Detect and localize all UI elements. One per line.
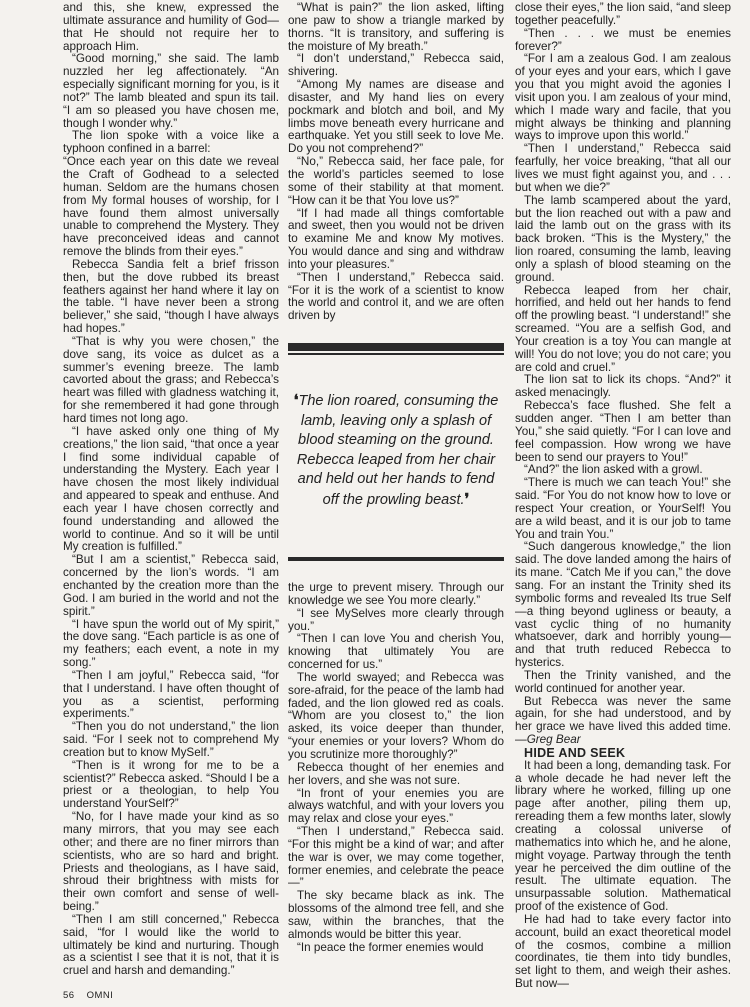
paragraph: He had had to take every factor into account, build an exact theoretical model of the cosmos, combine a million coordinates, tie them into tidy bundles, set light to them, and weigh their ashes. But now— xyxy=(515,912,731,991)
paragraph: “I don’t understand,” Rebecca said, shivering. xyxy=(288,52,504,79)
paragraph: “Then I understand,” Rebecca said fearfully, her voice breaking, “that all our lives we must fight against you, and . . . but when we die?” xyxy=(515,142,731,194)
page-number: 56 xyxy=(63,990,75,1001)
paragraph: “I have spun the world out of My spirit,” the dove sang. “Each particle is as one of my feathers; each event, a note in my song.” xyxy=(63,617,279,670)
paragraph: Rebecca’s face flushed. She felt a sudden anger. “Then I am better than You,” she said quietly. “For I can love and feel compassion. How wrong we have been to send our prayers to You!” xyxy=(515,399,731,464)
paragraph: “Then I am joyful,” Rebecca said, “for that I understand. I have often thought of you as a scientist, performing experiments.” xyxy=(63,668,279,721)
paragraph: “Good morning,” she said. The lamb nuzzled her leg affectionately. “An especially significant morning for you, is it not?” The lamb bleated and spun its tail. “I am so pleased you have chosen me, though I wonder why.” xyxy=(63,52,279,130)
pull-quote-text: The lion roared, consuming the lamb, leaving only a splash of blood steaming on the ground. Rebecca leaped from her chair and held out her hands to fend off the prowling beast. xyxy=(296,393,499,508)
paragraph: “I have asked only one thing of My creations,” the lion said, “that once a year I find some individual capable of understanding the Mystery. Each year I have chosen the most likely individual and appeared to speak and enthuse. And each year I have chosen correctly and found understanding and allowed the world to continue. And so it will be until My creation is fulfilled.” xyxy=(63,424,279,554)
paragraph: “For I am a zealous God. I am zealous of your eyes and your ears, which I gave you that you might avoid the agonies I visit upon you. I am zealous of your mind, which I made wary and facile, that you might always be thinking and planning ways to improve upon this world.” xyxy=(515,52,731,143)
page-footer xyxy=(63,990,125,1001)
article-column-2-bottom xyxy=(288,582,504,954)
paragraph: “But I am a scientist,” Rebecca said, concerned by the lion’s words. “I am enchanted by the creation more than the God. I am buried in the world and not the spirit.” xyxy=(63,553,279,618)
paragraph: Rebecca leaped from her chair, horrified, and held out her hands to fend off the prowling beast. “I understand!” she screamed. “You are a selfish God, and Your creation is a toy You can mangle at will! You do not love; you do not care; you are cold and cruel.” xyxy=(515,283,731,374)
paragraph: “No,” Rebecca said, her face pale, for the world’s particles seemed to lose some of their stability at that moment. “How can it be that You love us?” xyxy=(288,155,504,207)
paragraph-text: But Rebecca was never the same again, for she had understood, and by her grace we have lived this added time.— xyxy=(515,694,731,747)
paragraph: Rebecca Sandia felt a brief frisson then, but the dove rubbed its breast feathers against her hand where it lay on the table. “I have never been a strong believer,” she said, “though I have always had hopes.” xyxy=(63,257,279,336)
paragraph: close their eyes,” the lion said, “and sleep together peacefully.” xyxy=(515,1,731,27)
open-quote-icon: ❛ xyxy=(293,392,299,409)
pull-quote xyxy=(288,391,504,511)
close-quote-icon: ❜ xyxy=(464,490,470,508)
paragraph xyxy=(515,696,731,747)
paragraph: “Once each year on this date we reveal the Craft of Godhead to a selected human. Seldom are the humans chosen from My formal houses of worship, for I have found them almost universally unable to comprehend the Mystery. They have preconceived ideas and cannot remove the blinds from their eyes.” xyxy=(63,155,279,259)
paragraph: “Then I understand,” Rebecca said. “For it is the work of a scientist to know the world and control it, and we are often driven by xyxy=(288,270,504,323)
rule-divider xyxy=(288,557,504,561)
paragraph: “Then . . . we must be enemies forever?” xyxy=(515,26,731,53)
paragraph: “Then is it wrong for me to be a scientist?” Rebecca asked. “Should I be a priest or a theologian, to help You understand YourSelf?” xyxy=(63,758,279,811)
paragraph: The lamb scampered about the yard, but the lion reached out with a paw and laid the lamb out on the grass with its back broken. “This is the Mystery,” the lion roared, consuming the lamb, leaving only a splash of blood steaming on the ground. xyxy=(515,193,731,284)
paragraph: The lion spoke with a voice like a typhoon confined in a barrel: xyxy=(63,129,279,156)
paragraph: and this, she knew, expressed the ultimate assurance and humility of God—that He should not require her to approach Him. xyxy=(63,1,279,53)
magazine-name: OMNI xyxy=(86,990,114,1001)
paragraph: “In front of your enemies you are always watchful, and with your lovers you may relax and close your eyes.” xyxy=(288,786,504,826)
author-credit: Greg Bear xyxy=(526,733,581,747)
paragraph: “No, for I have made your kind as so many mirrors, that you may see each other; and there are no finer mirrors than scientists, who are so hard and bright. Priests and theologians, as I have said, shroud their brightness with mists for their own comfort and sense of well-being.” xyxy=(63,810,279,914)
paragraph: “I see MySelves more clearly through you.” xyxy=(288,606,504,633)
paragraph: “Then I understand,” Rebecca said. “For this might be a kind of war; and after the war is over, we may come together, former enemies, and celebrate the peace—” xyxy=(288,825,504,890)
rule-divider xyxy=(288,343,504,351)
paragraph: “What is pain?” the lion asked, lifting one paw to show a triangle marked by thorns. “It is transitory, and suffering is the moisture of My breath.” xyxy=(288,1,504,53)
paragraph: “In peace the former enemies would xyxy=(297,940,484,954)
paragraph: The lion sat to lick its chops. “And?” it asked menacingly. xyxy=(515,373,731,400)
paragraph: “And?” the lion asked with a growl. xyxy=(524,463,703,477)
article-column-1 xyxy=(63,2,279,978)
paragraph: “Then I can love You and cherish You, knowing that ultimately You are concerned for us.” xyxy=(288,632,504,672)
paragraph: The world swayed; and Rebecca was sore-afraid, for the peace of the lamb had faded, and the lion glowed red as coals. “Whom are you closest to,” the lion asked, its voice deeper than thunder, “your enemies or your lovers? Whom do you scrutinize more thoroughly?” xyxy=(288,670,504,761)
article-column-3 xyxy=(515,2,731,991)
paragraph: “Such dangerous knowledge,” the lion said. The dove landed among the hairs of its mane. “Catch Me if you can,” the dove sang. For an instant the Trinity shed its symbolic forms and revealed Its true Self—a thing beyond ugliness or beauty, a vast cyclic thing of no humanity whatsoever, dark and horribly young—and that truth reduced Rebecca to hysterics. xyxy=(515,540,731,670)
section-heading: HIDE AND SEEK xyxy=(524,745,626,760)
paragraph: The sky became black as ink. The blossoms of the almond tree fell, and she saw, within the branches, that the almonds would be bitter this year. xyxy=(288,889,504,941)
paragraph: “There is much we can teach You!” she said. “For You do not know how to love or respect Your creation, or YourSelf! You are a wild beast, and it is our job to tame You and train You.” xyxy=(515,476,731,541)
paragraph: “Then you do not understand,” the lion said. “For I seek not to comprehend My creation but to know MySelf.” xyxy=(63,720,279,759)
pull-quote-box xyxy=(288,343,504,565)
paragraph: It had been a long, demanding task. For a whole decade he had never left the library where he worked, filling up one page after another, piling them up, rereading them a few months later, slowly creating a colossal universe of mathematics into which he, and he alone, might voyage. Partway through the tenth year he perceived the dim outline of the result. The ultimate equation. The unsurpassable solution. Mathematical proof of the existence of God. xyxy=(515,758,731,914)
paragraph: “That is why you were chosen,” the dove sang, its voice as dulcet as a summer’s evening breeze. The lamb cavorted about the grass; and Rebecca’s heart was filled with gladness watching it, for she remembered it had gone through hard times not long ago. xyxy=(63,334,279,425)
paragraph: “Among My names are disease and disaster, and My hand lies on every pockmark and blotch and boil, and My limbs move beneath every hurricane and earthquake. Yet you still seek to love Me. Do you not comprehend?” xyxy=(288,78,504,156)
rule-divider xyxy=(288,353,504,355)
paragraph: Rebecca thought of her enemies and her lovers, and she was not sure. xyxy=(288,760,504,787)
paragraph: the urge to prevent misery. Through our knowledge we see You more clearly.” xyxy=(288,581,504,607)
paragraph: “If I had made all things comfortable and sweet, then you would not be driven to examine Me and know My motives. You would dance and sing and withdraw into your pleasures.” xyxy=(288,206,504,271)
paragraph: “Then I am still concerned,” Rebecca said, “for I would like the world to ultimately be kind and nurturing. Though as a scientist I see that it is not, that it is cruel and harsh and demanding.” xyxy=(63,912,279,978)
article-column-2-top xyxy=(288,2,504,323)
paragraph: Then the Trinity vanished, and the world continued for another year. xyxy=(515,668,731,695)
